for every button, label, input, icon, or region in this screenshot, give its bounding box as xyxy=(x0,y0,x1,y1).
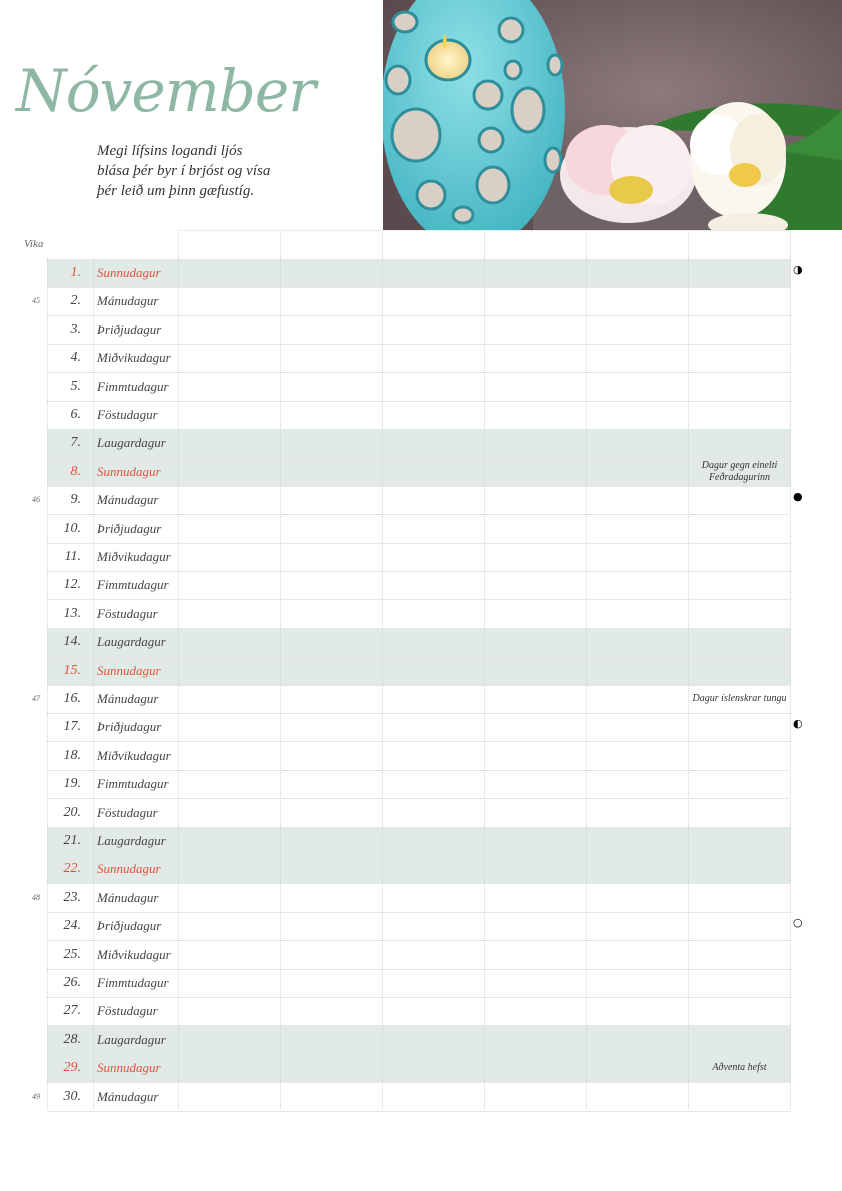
day-number: 27. xyxy=(63,1003,81,1019)
day-row xyxy=(47,543,791,572)
day-number: 24. xyxy=(63,918,81,934)
day-number: 8. xyxy=(70,463,81,479)
day-name: Föstudagur xyxy=(97,605,158,621)
day-name: Föstudagur xyxy=(97,1003,158,1019)
day-row xyxy=(47,742,791,771)
day-name: Þriðjudagur xyxy=(97,520,162,536)
day-name: Fimmtudagur xyxy=(97,975,169,990)
day-number: 5. xyxy=(70,378,81,394)
moon-phase-icon: ◐ xyxy=(793,717,803,731)
day-number: 20. xyxy=(63,804,81,820)
day-row xyxy=(47,628,791,657)
day-name: Mánudagur xyxy=(97,691,159,706)
day-number: 30. xyxy=(63,1088,81,1104)
day-name: Mánudagur xyxy=(97,293,159,309)
week-number: 46 xyxy=(32,495,40,505)
day-name: Föstudagur xyxy=(97,804,158,820)
day-note: Aðventa hefst xyxy=(712,1062,767,1074)
day-row xyxy=(47,713,791,742)
day-number: 28. xyxy=(63,1031,81,1047)
day-name: Miðvikudagur xyxy=(97,747,171,763)
day-name: Laugardagur xyxy=(97,1031,166,1047)
day-row xyxy=(47,884,791,913)
day-number: 4. xyxy=(70,350,81,366)
day-row xyxy=(47,316,791,345)
day-name: Þriðjudagur xyxy=(97,719,162,735)
poem-line: blása þér byr í brjóst og vísa xyxy=(97,163,271,179)
day-name: Þriðjudagur xyxy=(97,321,162,337)
day-number: 17. xyxy=(63,719,81,735)
day-row xyxy=(47,657,791,686)
day-note: Dagur íslenskrar tungu xyxy=(692,693,787,704)
week-number: 48 xyxy=(32,892,40,902)
day-name: Sunnudagur xyxy=(97,861,161,877)
day-name: Föstudagur xyxy=(97,407,158,422)
day-name: Fimmtudagur xyxy=(97,577,169,593)
day-number: 15. xyxy=(63,662,81,678)
day-number: 22. xyxy=(63,861,81,877)
day-name: Miðvikudagur xyxy=(97,549,171,564)
day-number: 14. xyxy=(63,634,81,650)
day-name: Þriðjudagur xyxy=(97,918,162,934)
day-row xyxy=(47,344,791,373)
day-row xyxy=(47,685,791,714)
day-number: 7. xyxy=(70,435,81,451)
day-row xyxy=(47,600,791,629)
day-row xyxy=(47,571,791,600)
day-number: 3. xyxy=(70,321,81,337)
day-row xyxy=(47,1054,791,1083)
week-number: 47 xyxy=(32,694,40,703)
day-name: Sunnudagur xyxy=(97,463,161,479)
day-name: Mánudagur xyxy=(97,889,159,905)
day-number: 13. xyxy=(63,605,81,621)
day-name: Mánudagur xyxy=(97,492,159,508)
day-name: Mánudagur xyxy=(97,1088,159,1104)
day-note: Dagur gegn einelti Feðradagurinn xyxy=(701,459,778,483)
day-row xyxy=(47,969,791,998)
day-name: Laugardagur xyxy=(97,435,166,451)
day-number: 9. xyxy=(70,492,81,508)
day-name: Sunnudagur xyxy=(97,1060,161,1076)
day-row xyxy=(47,1026,791,1055)
moon-phase-icon: ○ xyxy=(793,916,803,930)
day-row xyxy=(47,770,791,799)
day-row xyxy=(47,259,791,288)
moon-phase-icon: ● xyxy=(793,490,803,504)
day-number: 1. xyxy=(70,265,81,280)
moon-phase-icon: ◑ xyxy=(793,263,803,276)
header-photo xyxy=(383,0,842,230)
day-name: Fimmtudagur xyxy=(97,776,169,792)
week-column-label: Vika xyxy=(24,238,44,250)
poem xyxy=(97,141,337,201)
day-name: Sunnudagur xyxy=(97,662,161,678)
day-row xyxy=(47,997,791,1026)
day-number: 2. xyxy=(70,293,81,309)
week-number: 49 xyxy=(32,1091,40,1101)
month-title: Nóvember xyxy=(16,57,315,125)
day-row xyxy=(47,799,791,828)
day-row xyxy=(47,373,791,402)
day-number: 16. xyxy=(63,691,81,706)
day-number: 18. xyxy=(63,747,81,763)
day-name: Miðvikudagur xyxy=(97,946,171,962)
day-number: 19. xyxy=(63,776,81,792)
day-number: 29. xyxy=(63,1060,81,1076)
day-name: Fimmtudagur xyxy=(97,378,169,394)
day-row xyxy=(47,855,791,884)
day-row xyxy=(47,287,791,316)
day-number: 23. xyxy=(63,889,81,905)
day-row xyxy=(47,941,791,970)
day-number: 21. xyxy=(63,833,81,848)
poem-line: Megi lífsins logandi ljós xyxy=(97,143,243,159)
day-number: 12. xyxy=(63,577,81,593)
day-row xyxy=(47,827,791,856)
day-name: Laugardagur xyxy=(97,833,166,848)
day-row xyxy=(47,515,791,544)
day-name: Miðvikudagur xyxy=(97,350,171,366)
day-row xyxy=(47,401,791,430)
day-number: 6. xyxy=(70,407,81,422)
day-row xyxy=(47,912,791,941)
day-number: 25. xyxy=(63,946,81,962)
week-number: 45 xyxy=(32,296,40,306)
day-number: 26. xyxy=(63,975,81,990)
day-row xyxy=(47,458,791,487)
day-number: 11. xyxy=(64,549,81,564)
day-row xyxy=(47,486,791,515)
lantern-and-tulips-image xyxy=(383,0,842,230)
day-number: 10. xyxy=(63,520,81,536)
day-name: Sunnudagur xyxy=(97,265,161,280)
day-row xyxy=(47,429,791,458)
day-name: Laugardagur xyxy=(97,634,166,650)
day-row xyxy=(47,1083,791,1112)
poem-line: þér leið um þinn gæfustíg. xyxy=(97,183,255,199)
